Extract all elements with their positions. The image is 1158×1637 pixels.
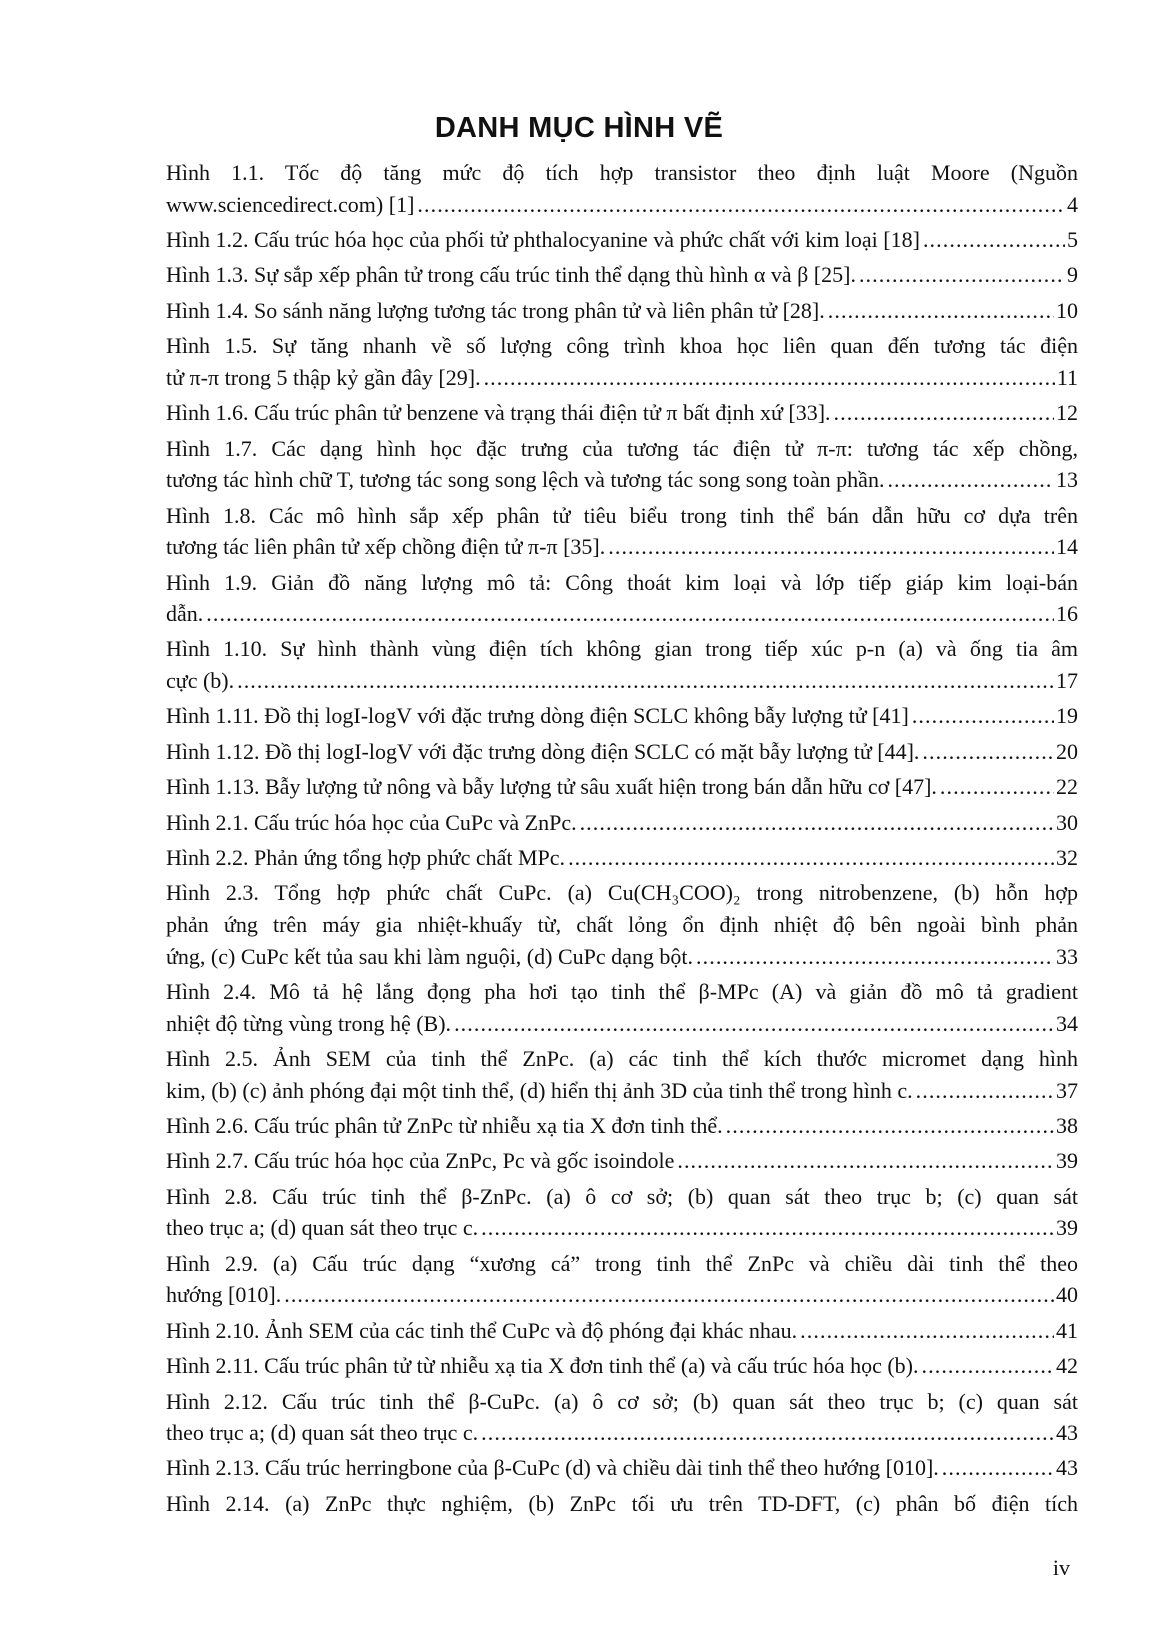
figure-entry[interactable] — [166, 1452, 1078, 1484]
dot-leader — [417, 189, 1065, 221]
figure-entry-page-number: 17 — [1056, 668, 1078, 694]
figure-entry-caption: Hình 1.2. Cấu trúc hóa học của phối tử phthalocyanine và phức chất với kim loại [18] — [166, 226, 920, 252]
dot-leader — [887, 464, 1054, 496]
figure-entry-caption: Hình 2.12. Cấu trúc tinh thể β-CuPc. (a) ô cơ sở; (b) quan sát theo trục b; (c) quan sát — [166, 1388, 1078, 1414]
figure-entry-caption: theo trục a; (d) quan sát theo trục c. — [166, 1215, 479, 1241]
figure-entry-leader-line — [166, 1279, 1078, 1311]
dot-leader — [942, 1452, 1054, 1484]
figure-entry-leader-line — [166, 362, 1078, 394]
figure-entry-leader-line — [166, 665, 1078, 697]
figure-entry[interactable] — [166, 433, 1078, 496]
figure-entry[interactable] — [166, 1488, 1078, 1520]
figure-entry-caption: hướng [010]. — [166, 1282, 282, 1308]
figure-entry[interactable] — [166, 259, 1078, 291]
dot-leader — [940, 771, 1054, 803]
figure-entry-caption: Hình 1.11. Đồ thị logI-logV với đặc trưng dòng điện SCLC không bẫy lượng tử [41] — [166, 703, 909, 729]
figure-entry[interactable] — [166, 295, 1078, 327]
dot-leader — [834, 397, 1054, 429]
figure-entry-leader-line — [166, 1008, 1078, 1040]
figure-entry-caption: Hình 2.9. (a) Cấu trúc dạng “xương cá” trong tinh thể ZnPc và chiều dài tinh thể theo — [166, 1250, 1078, 1276]
figure-entry-caption: ứng, (c) CuPc kết tủa sau khi làm nguội, (d) CuPc dạng bột. — [166, 943, 694, 969]
figure-entry-caption: Hình 2.5. Ảnh SEM của tinh thể ZnPc. (a) các tinh thể kích thước micromet dạng hình — [166, 1045, 1078, 1071]
figure-entry[interactable] — [166, 842, 1078, 874]
figure-entry[interactable] — [166, 1043, 1078, 1106]
figure-entry-page-number: 38 — [1056, 1112, 1078, 1138]
figure-entry-page-number: 42 — [1056, 1353, 1078, 1379]
dot-leader — [484, 362, 1055, 394]
dot-leader — [284, 1279, 1054, 1311]
figure-entry-caption: Hình 2.11. Cấu trúc phân tử từ nhiễu xạ tia X đơn tinh thể (a) và cấu trúc hóa học (b). — [166, 1353, 919, 1379]
figure-entry[interactable] — [166, 567, 1078, 630]
figure-entry[interactable] — [166, 700, 1078, 732]
figure-entry-caption: Hình 1.7. Các dạng hình học đặc trưng của tương tác điện tử π-π: tương tác xếp chồng, — [166, 435, 1078, 461]
figure-entry-page-number: 10 — [1056, 297, 1078, 323]
figure-entry-caption: Hình 1.6. Cấu trúc phân tử benzene và trạng thái điện tử π bất định xứ [33]. — [166, 400, 831, 426]
figure-entry[interactable] — [166, 1145, 1078, 1177]
figure-entry-caption: Hình 2.8. Cấu trúc tinh thể β-ZnPc. (a) ô cơ sở; (b) quan sát theo trục b; (c) quan sát — [166, 1183, 1078, 1209]
figure-entry-page-number: 19 — [1056, 703, 1078, 729]
figure-entry[interactable] — [166, 224, 1078, 256]
figure-entry-caption: Hình 2.4. Mô tả hệ lắng đọng pha hơi tạo tinh thể β-MPc (A) và giản đồ mô tả gradient — [166, 979, 1078, 1004]
dot-leader — [800, 1315, 1054, 1347]
figure-entry[interactable] — [166, 330, 1078, 393]
figure-entry-leader-line — [166, 397, 1078, 429]
figure-entry-caption: Hình 1.9. Giản đồ năng lượng mô tả: Công thoát kim loại và lớp tiếp giáp kim loại-bán — [166, 569, 1078, 595]
dot-leader — [912, 700, 1054, 732]
figure-entry-caption: Hình 2.1. Cấu trúc hóa học của CuPc và ZnPc. — [166, 809, 577, 835]
figure-entry-leader-line — [166, 531, 1078, 563]
figure-entry[interactable] — [166, 397, 1078, 429]
figure-entry[interactable] — [166, 157, 1078, 220]
figure-entry-page-number: 33 — [1056, 943, 1078, 969]
figure-entry[interactable] — [166, 500, 1078, 563]
figure-entry-page-number: 4 — [1067, 191, 1078, 217]
figure-entry-caption: dẫn. — [166, 601, 204, 627]
figure-entry[interactable] — [166, 1248, 1078, 1311]
dot-leader — [726, 1110, 1054, 1142]
figure-entry-caption: Hình 1.13. Bẫy lượng tử nông và bẫy lượng tử sâu xuất hiện trong bán dẫn hữu cơ [47]. — [166, 774, 937, 800]
figure-entry-caption: Hình 2.2. Phản ứng tổng hợp phức chất MPc. — [166, 845, 566, 871]
figure-entry[interactable] — [166, 736, 1078, 768]
figure-entry-page-number: 37 — [1056, 1077, 1078, 1103]
figure-entry-caption: Hình 1.3. Sự sắp xếp phân tử trong cấu trúc tinh thể dạng thù hình α và β [25]. — [166, 262, 856, 288]
figure-entry-leader-line — [166, 1212, 1078, 1244]
figure-entry[interactable] — [166, 771, 1078, 803]
dot-leader — [608, 531, 1054, 563]
figure-entry-page-number: 20 — [1056, 738, 1078, 764]
dot-leader — [481, 1212, 1054, 1244]
figure-entry-leader-line — [166, 1452, 1078, 1484]
figure-entry-caption: Hình 2.6. Cấu trúc phân tử ZnPc từ nhiễu xạ tia X đơn tinh thể. — [166, 1112, 723, 1138]
figure-entry[interactable] — [166, 1315, 1078, 1347]
figure-entry-leader-line — [166, 189, 1078, 221]
figure-entry-leader-line — [166, 224, 1078, 256]
figure-entry-caption: Hình 1.5. Sự tăng nhanh về số lượng công trình khoa học liên quan đến tương tác điện — [166, 333, 1078, 359]
figure-entry-caption: tương tác liên phân tử xếp chồng điện tử π-π [35]. — [166, 534, 606, 560]
figure-entry-caption: tương tác hình chữ T, tương tác song song lệch và tương tác song song toàn phần. — [166, 467, 885, 493]
dot-leader — [580, 807, 1054, 839]
figure-entry-page-number: 32 — [1056, 845, 1078, 871]
figure-entry-page-number: 13 — [1056, 467, 1078, 493]
figure-entry[interactable] — [166, 1110, 1078, 1142]
figure-entry-leader-line — [166, 464, 1078, 496]
figure-entry-page-number: 11 — [1056, 364, 1078, 390]
figure-entry-leader-line — [166, 700, 1078, 732]
figure-entry-caption: phản ứng trên máy gia nhiệt-khuấy từ, chất lỏng ổn định nhiệt độ bên ngoài bình phản — [166, 912, 1078, 938]
dot-leader — [677, 1145, 1054, 1177]
figure-entry-page-number: 34 — [1056, 1010, 1078, 1036]
figure-entry-caption: Hình 2.13. Cấu trúc herringbone của β-CuPc (d) và chiều dài tinh thể theo hướng [010]. — [166, 1455, 939, 1481]
dot-leader — [859, 259, 1065, 291]
figure-entry-caption: Hình 1.1. Tốc độ tăng mức độ tích hợp transistor theo định luật Moore (Nguồn — [166, 160, 1078, 185]
figure-entry-page-number: 41 — [1056, 1317, 1078, 1343]
figure-entry-caption: nhiệt độ từng vùng trong hệ (B). — [166, 1010, 452, 1036]
figure-entry-page-number: 30 — [1056, 809, 1078, 835]
dot-leader — [237, 665, 1054, 697]
dot-leader — [481, 1417, 1054, 1449]
figure-entry[interactable] — [166, 807, 1078, 839]
figure-entry[interactable] — [166, 1386, 1078, 1449]
figure-entry-caption: tử π-π trong 5 thập kỷ gần đây [29]. — [166, 364, 481, 390]
figure-entry-leader-line — [166, 1315, 1078, 1347]
figure-entry-leader-line — [166, 736, 1078, 768]
figure-entry-page-number: 40 — [1056, 1282, 1078, 1308]
figure-entry-caption: Hình 1.12. Đồ thị logI-logV với đặc trưng dòng điện SCLC có mặt bẫy lượng tử [44]. — [166, 738, 920, 764]
figure-entry-caption: Hình 2.3. Tổng hợp phức chất CuPc. (a) Cu(CH₃COO)₂ trong nitrobenzene, (b) hỗn hợp — [166, 880, 1078, 906]
figure-entry-leader-line — [166, 842, 1078, 874]
figure-entry-caption: Hình 1.4. So sánh năng lượng tương tác trong phân tử và liên phân tử [28]. — [166, 297, 825, 323]
dot-leader — [922, 736, 1054, 768]
figure-entry-page-number: 39 — [1056, 1215, 1078, 1241]
figure-entry-caption: theo trục a; (d) quan sát theo trục c. — [166, 1420, 479, 1446]
figure-entry-page-number: 16 — [1056, 601, 1078, 627]
dot-leader — [696, 941, 1054, 973]
dot-leader — [828, 295, 1054, 327]
dot-leader — [923, 224, 1065, 256]
figure-entry-caption: Hình 1.8. Các mô hình sắp xếp phân tử tiêu biểu trong tinh thể bán dẫn hữu cơ dựa trên — [166, 502, 1078, 528]
page-title: DANH MỤC HÌNH VẼ — [434, 112, 724, 144]
figure-entry-caption: Hình 2.14. (a) ZnPc thực nghiệm, (b) ZnPc tối ưu trên TD-DFT, (c) phân bố điện tích — [166, 1490, 1078, 1516]
page-number: iv — [1052, 1555, 1070, 1580]
figure-entry-caption: www.sciencedirect.com) [1] — [166, 191, 415, 217]
figure-entry-leader-line — [166, 259, 1078, 291]
dot-leader — [568, 842, 1054, 874]
figure-entry-leader-line — [166, 771, 1078, 803]
dot-leader — [206, 598, 1054, 630]
dot-leader — [922, 1350, 1054, 1382]
dot-leader — [454, 1008, 1054, 1040]
figure-entry-caption: cực (b). — [166, 668, 235, 694]
figure-entry-page-number: 12 — [1056, 400, 1078, 426]
figure-entry-leader-line — [166, 807, 1078, 839]
figure-entry-leader-line — [166, 1145, 1078, 1177]
figure-list — [166, 157, 1078, 1523]
figure-entry-caption: kim, (b) (c) ảnh phóng đại một tinh thể, (d) hiển thị ảnh 3D của tinh thể trong hình c. — [166, 1077, 913, 1103]
figure-entry-leader-line — [166, 295, 1078, 327]
figure-entry[interactable] — [166, 877, 1078, 972]
figure-entry-leader-line — [166, 1110, 1078, 1142]
figure-entry-page-number: 22 — [1056, 774, 1078, 800]
figure-entry-caption: Hình 2.10. Ảnh SEM của các tinh thể CuPc và độ phóng đại khác nhau. — [166, 1317, 798, 1343]
figure-entry-page-number: 14 — [1056, 534, 1078, 560]
figure-entry-leader-line — [166, 941, 1078, 973]
figure-entry[interactable] — [166, 976, 1078, 1039]
figure-entry-page-number: 5 — [1067, 226, 1078, 252]
figure-entry-caption: Hình 1.10. Sự hình thành vùng điện tích không gian trong tiếp xúc p-n (a) và ống tia âm — [166, 636, 1078, 662]
figure-entry-leader-line — [166, 598, 1078, 630]
figure-entry[interactable] — [166, 633, 1078, 696]
figure-entry-page-number: 43 — [1056, 1455, 1078, 1481]
figure-entry[interactable] — [166, 1350, 1078, 1382]
dot-leader — [916, 1075, 1054, 1107]
figure-entry-leader-line — [166, 1350, 1078, 1382]
figure-entry-page-number: 43 — [1056, 1420, 1078, 1446]
figure-entry-leader-line — [166, 1417, 1078, 1449]
figure-entry-page-number: 9 — [1067, 262, 1078, 288]
figure-entry-leader-line — [166, 1075, 1078, 1107]
figure-entry-page-number: 39 — [1056, 1148, 1078, 1174]
figure-entry-caption: Hình 2.7. Cấu trúc hóa học của ZnPc, Pc và gốc isoindole — [166, 1148, 675, 1174]
figure-entry[interactable] — [166, 1181, 1078, 1244]
